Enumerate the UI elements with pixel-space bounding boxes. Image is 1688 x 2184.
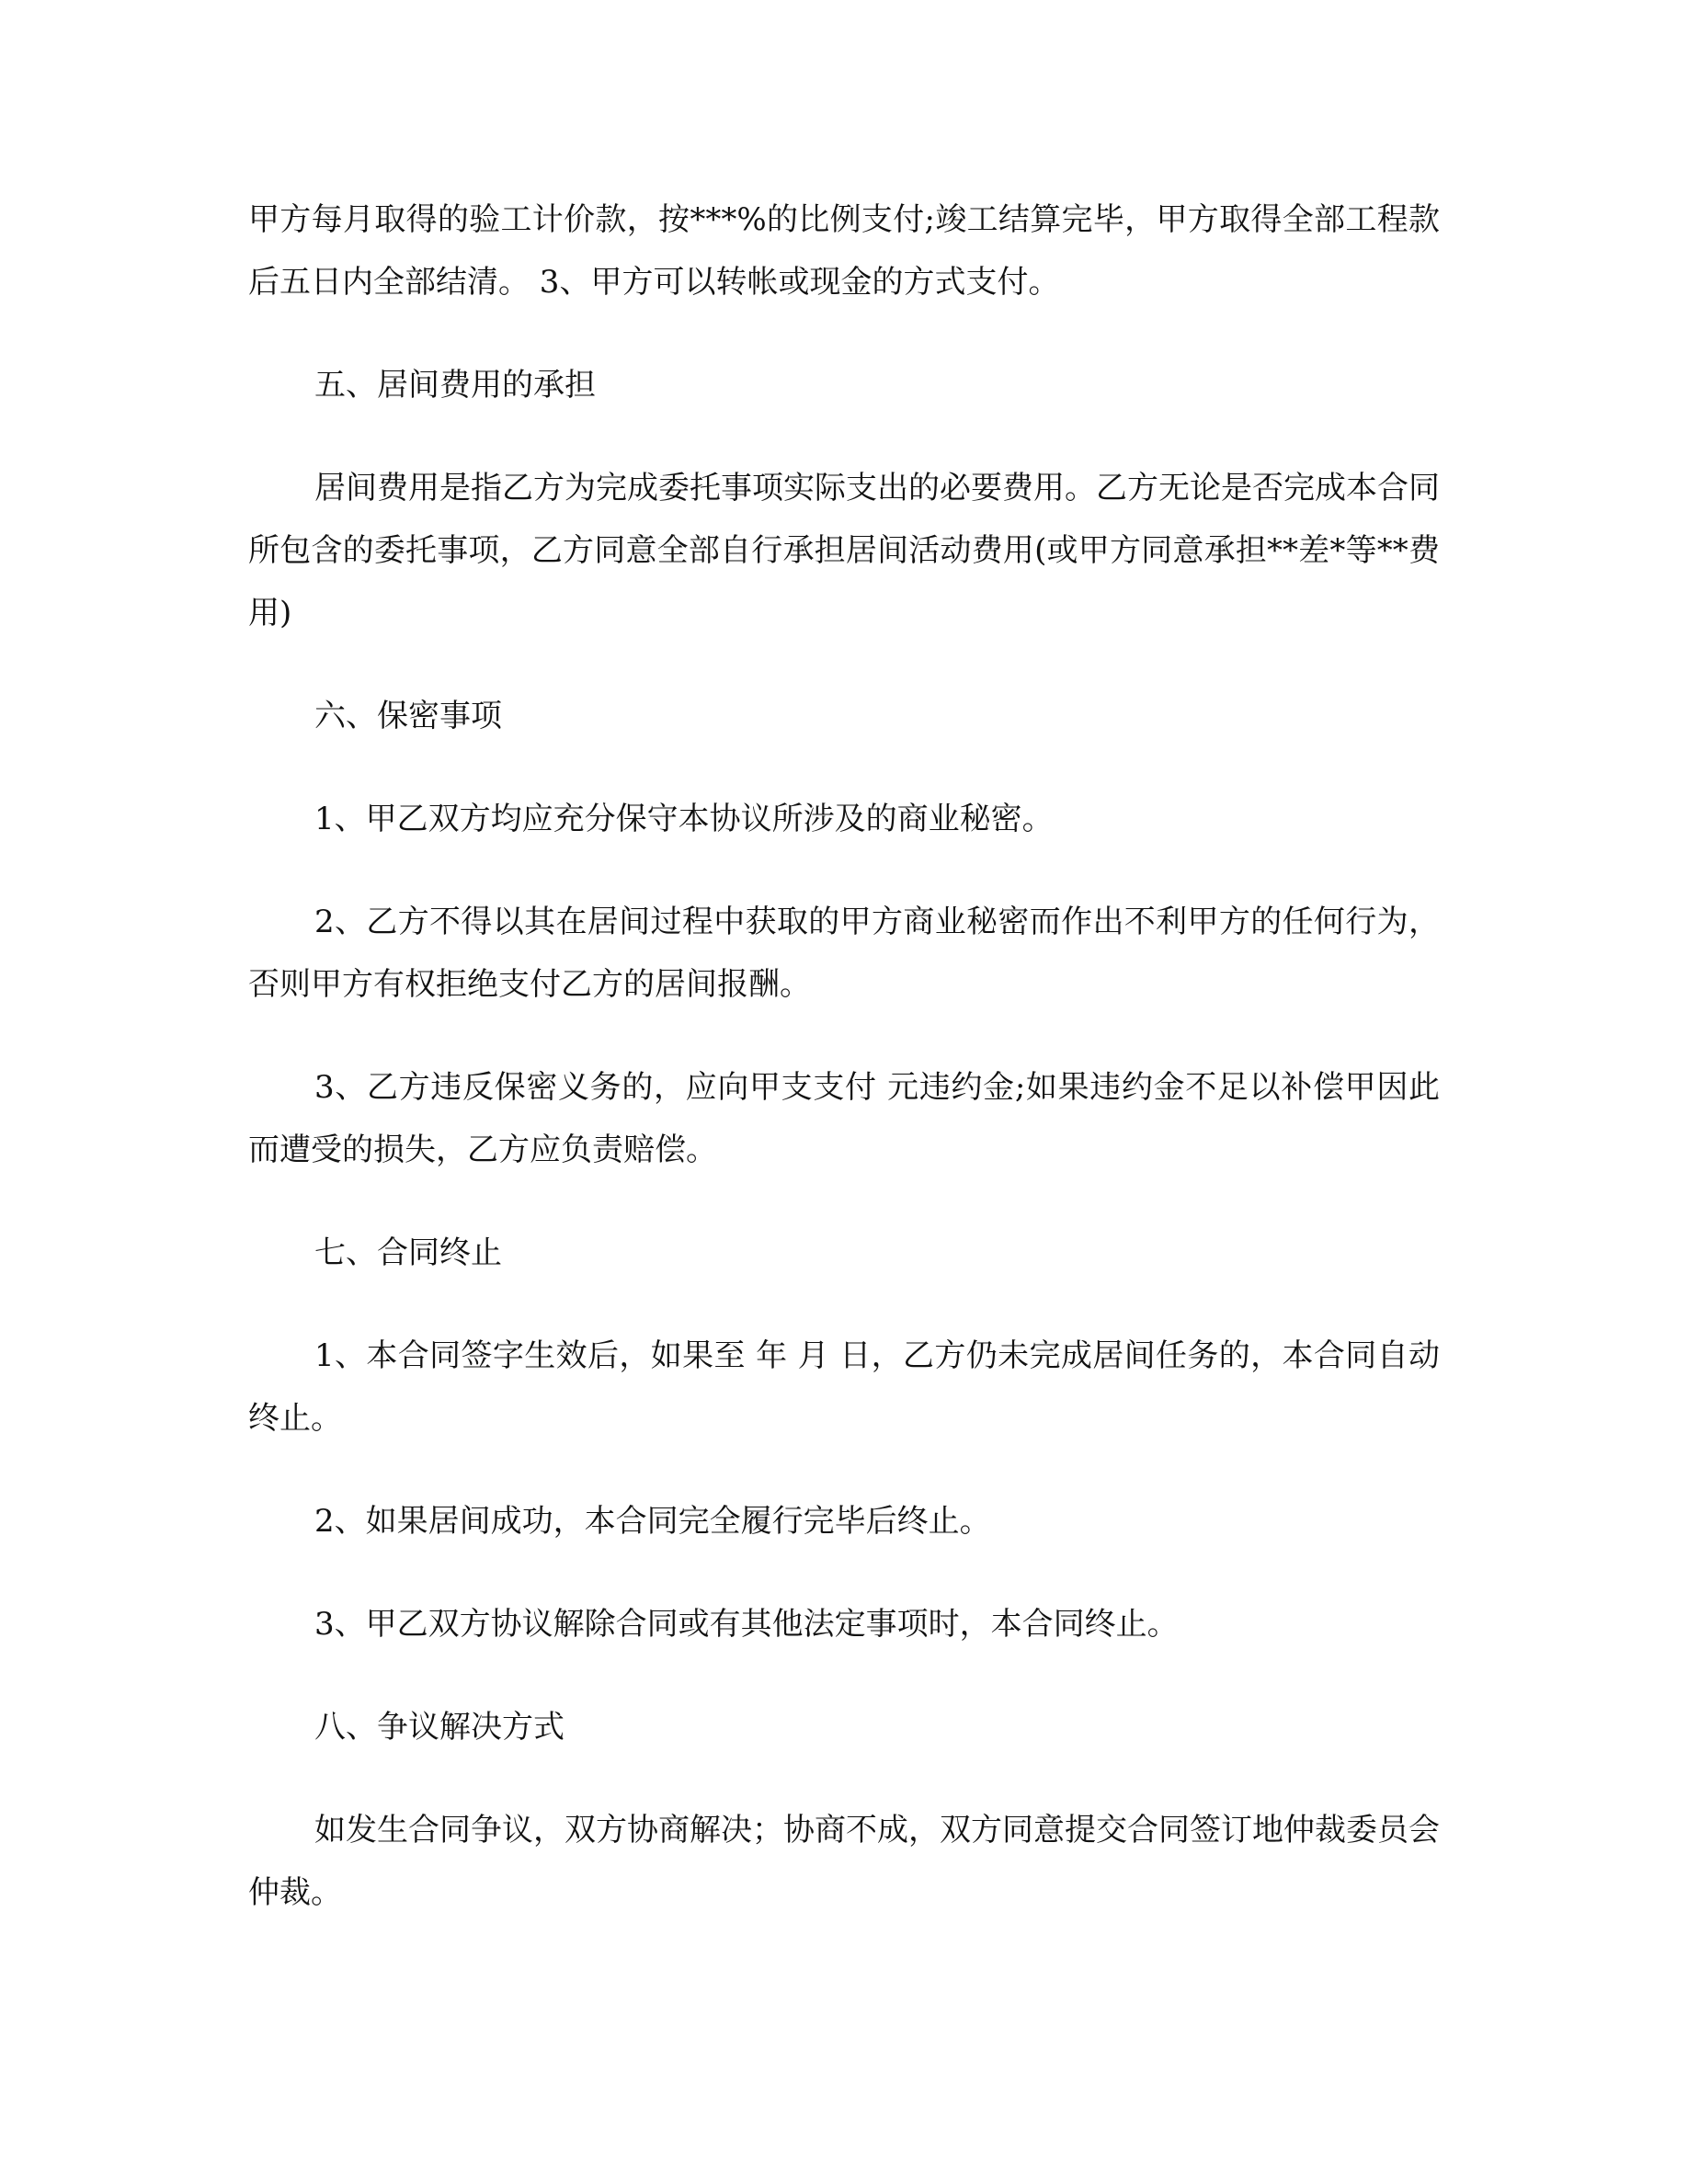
section-heading-confidentiality: 六、保密事项 — [314, 698, 502, 734]
intermediary-fees-clause: 居间费用是指乙方为完成委托事项实际支出的必要费用。乙方无论是否完成本合同所包含的委托事项，乙方同意全部自行承担居间活动费用(或甲方同意承担**差*等**费用) — [248, 470, 1440, 631]
dispute-resolution-clause: 如发生合同争议，双方协商解决；协商不成，双方同意提交合同签订地仲裁委员会仲裁。 — [248, 1812, 1440, 1911]
confidentiality-clause-1: 1、甲乙双方均应充分保守本协议所涉及的商业秘密。 — [314, 801, 1054, 837]
termination-clause-2: 2、如果居间成功，本合同完全履行完毕后终止。 — [314, 1503, 991, 1540]
confidentiality-clause-2: 2、乙方不得以其在居间过程中获取的甲方商业秘密而作出不利甲方的任何行为，否则甲方有权拒绝支付乙方的居间报酬。 — [248, 904, 1440, 1003]
confidentiality-clause-3: 3、乙方违反保密义务的，应向甲支支付 元违约金;如果违约金不足以补偿甲因此而遭受的损失，乙方应负责赔偿。 — [248, 1069, 1440, 1168]
payment-terms-continuation: 甲方每月取得的验工计价款，按***%的比例支付;竣工结算完毕，甲方取得全部工程款后五日内全部结清。 3、甲方可以转帐或现金的方式支付。 — [248, 201, 1440, 301]
section-heading-termination: 七、合同终止 — [314, 1234, 502, 1271]
termination-clause-3: 3、甲乙双方协议解除合同或有其他法定事项时，本合同终止。 — [314, 1606, 1179, 1643]
document-body — [248, 188, 1440, 1924]
section-heading-intermediary-fees: 五、居间费用的承担 — [314, 367, 596, 404]
section-heading-dispute-resolution: 八、争议解决方式 — [314, 1709, 565, 1746]
termination-clause-1: 1、本合同签字生效后，如果至 年 月 日，乙方仍未完成居间任务的，本合同自动终止。 — [248, 1337, 1440, 1437]
